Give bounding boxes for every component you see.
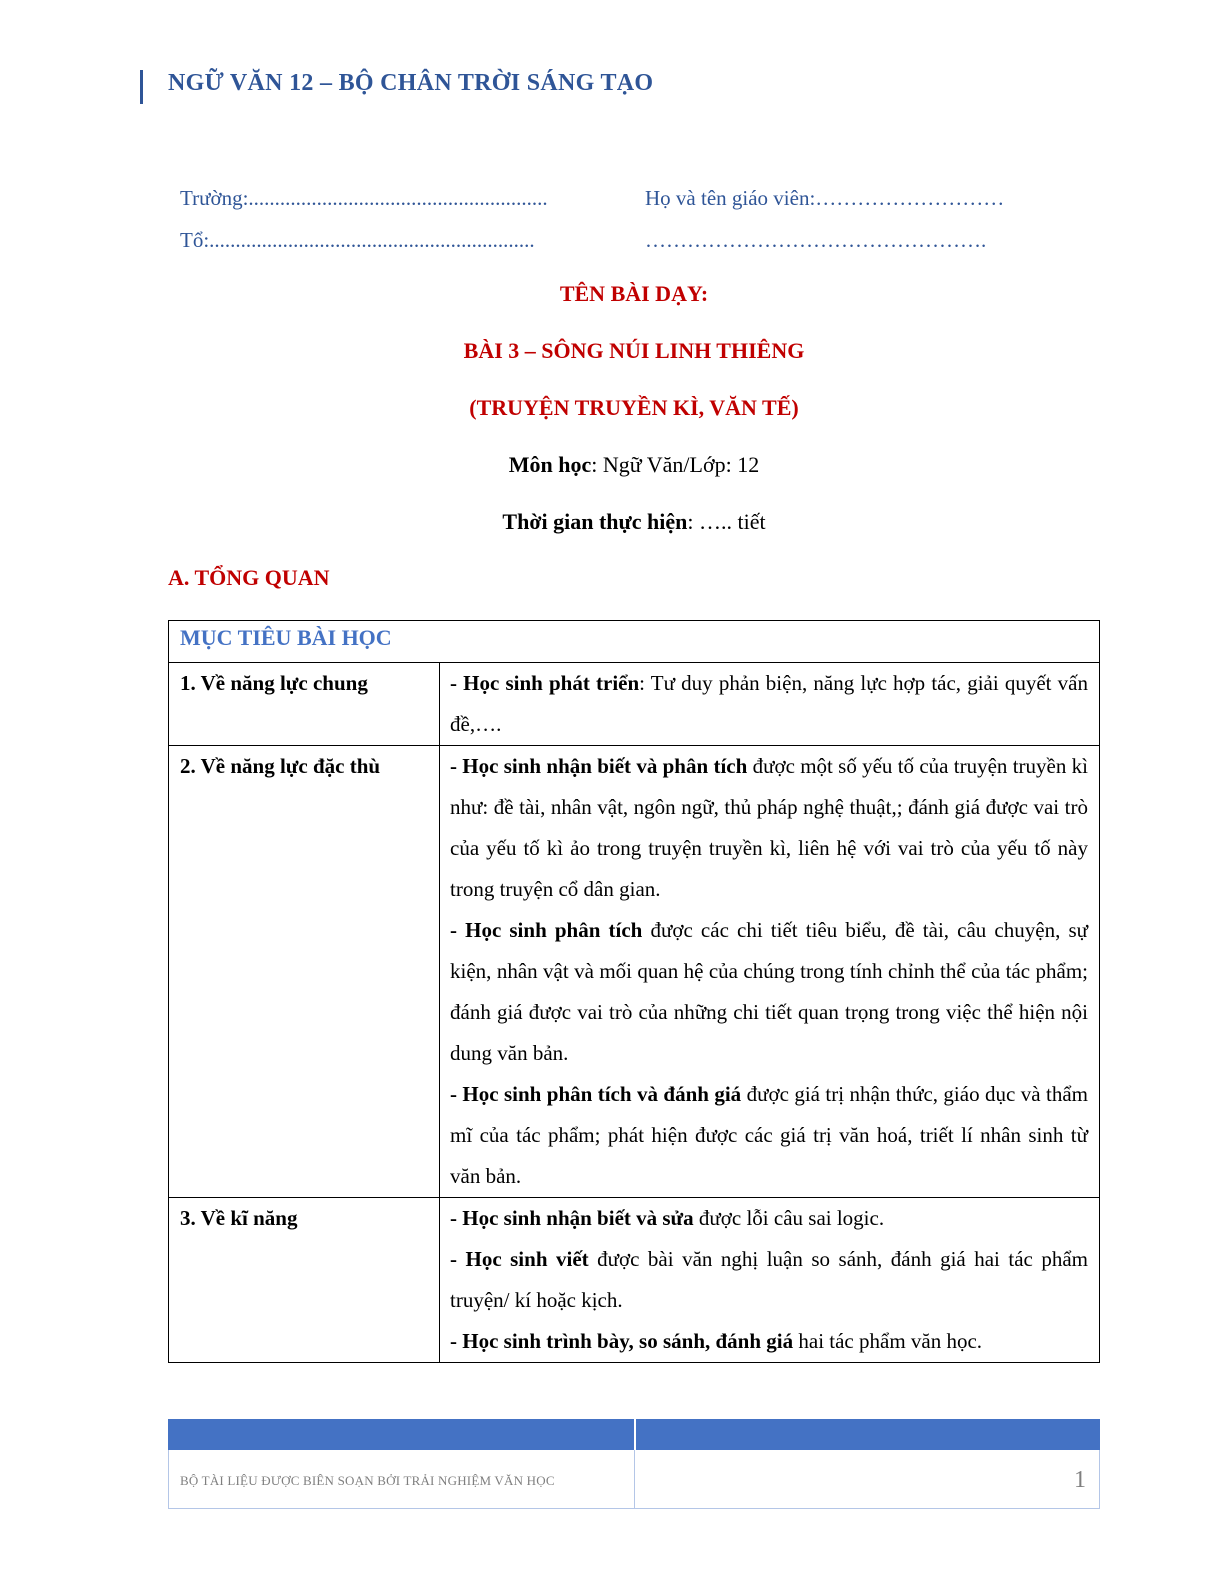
- page-footer: [168, 1419, 1100, 1509]
- row-label: 1. Về năng lực chung: [180, 671, 368, 695]
- goal-paragraph: [450, 1239, 1088, 1321]
- goal-paragraph-lead: - Học sinh nhận biết và sửa: [450, 1206, 694, 1230]
- section-a-heading: A. TỔNG QUAN: [168, 565, 330, 590]
- time-line: [0, 509, 1224, 535]
- footer-divider: [634, 1450, 635, 1509]
- row-label-cell: [169, 663, 440, 746]
- goal-paragraph-text: hai tác phẩm văn học.: [793, 1329, 983, 1353]
- goal-paragraph-text: được giá trị nhận thức, giáo dục và thẩm mĩ của tác phẩm; phát hiện được các giá trị văn hoá, triết lí nhân sinh từ văn bản.: [450, 1082, 1088, 1188]
- lesson-title: BÀI 3 – SÔNG NÚI LINH THIÊNG: [463, 338, 805, 363]
- goal-paragraph-text: được một số yếu tố của truyện truyền kì như: đề tài, nhân vật, ngôn ngữ, thủ pháp nghệ thuật,; đánh giá được vai trò của yếu tố kì ảo trong truyện truyền kì, liên hệ với vai trò của yếu tố này trong truyện cổ dân gian.: [450, 754, 1089, 901]
- goal-paragraph-lead: - Học sinh phân tích và đánh giá: [450, 1082, 742, 1106]
- goals-table-heading: MỤC TIÊU BÀI HỌC: [169, 621, 1100, 663]
- page-number: 1: [1074, 1467, 1086, 1493]
- subject-label: Môn học: [508, 452, 592, 477]
- goal-paragraph-lead: - Học sinh trình bày, so sánh, đánh giá: [450, 1329, 794, 1353]
- table-row: [169, 663, 1100, 746]
- goal-paragraph: [450, 910, 1088, 1074]
- table-row: [169, 1198, 1100, 1363]
- goal-paragraph-text: được lỗi câu sai logic.: [693, 1206, 885, 1230]
- goal-paragraph: [450, 663, 1088, 745]
- goal-paragraph-lead: - Học sinh phân tích: [450, 918, 643, 942]
- goal-paragraph-text: được các chi tiết tiêu biểu, đề tài, câu chuyện, sự kiện, nhân vật và mối quan hệ của chúng trong tính chỉnh thể của tác phẩm; đánh giá được vai trò của những chi tiết quan trọng trong việc thể hiện nội dung văn bản.: [450, 918, 1088, 1065]
- goal-paragraph: [450, 1074, 1088, 1197]
- goal-paragraph-text: : Tư duy phản biện, năng lực hợp tác, giải quyết vấn đề,….: [450, 671, 1089, 736]
- row-label-cell: [169, 1198, 440, 1363]
- goal-paragraph-lead: - Học sinh viết: [450, 1247, 589, 1271]
- row-label-cell: [169, 746, 440, 1198]
- time-label: Thời gian thực hiện: [502, 509, 688, 534]
- goal-paragraph: [450, 1198, 1088, 1239]
- goal-paragraph-lead: - Học sinh nhận biết và phân tích: [450, 754, 748, 778]
- teacher-field-line2: ………………………………………….: [645, 228, 987, 252]
- header-accent-bar: [140, 70, 143, 104]
- lesson-label: TÊN BÀI DẠY:: [559, 281, 709, 306]
- goals-table: [168, 620, 1100, 1363]
- lesson-genre: (TRUYỆN TRUYỀN KÌ, VĂN TẾ): [469, 395, 799, 420]
- row-content-cell: [440, 746, 1100, 1198]
- row-label: 3. Về kĩ năng: [180, 1206, 298, 1230]
- subject-line: [0, 452, 1224, 478]
- teacher-field: Họ và tên giáo viên:………………………: [645, 186, 1005, 210]
- group-field: Tổ:..............................................................: [180, 228, 535, 252]
- header-title: NGỮ VĂN 12 – BỘ CHÂN TRỜI SÁNG TẠO: [168, 70, 654, 96]
- goal-paragraph: [450, 1321, 1088, 1362]
- goal-paragraph: [450, 746, 1088, 910]
- school-field: Trường:.........................................................: [180, 186, 548, 210]
- goal-paragraph-lead: - Học sinh phát triển: [450, 671, 640, 695]
- subject-value: : Ngữ Văn/Lớp: 12: [591, 452, 760, 477]
- row-content-cell: [440, 1198, 1100, 1363]
- table-row: [169, 746, 1100, 1198]
- footer-divider: [634, 1419, 636, 1450]
- row-content-cell: [440, 663, 1100, 746]
- goal-paragraph-text: được bài văn nghị luận so sánh, đánh giá hai tác phẩm truyện/ kí hoặc kịch.: [450, 1247, 1088, 1312]
- time-value: : ….. tiết: [687, 509, 766, 534]
- row-label: 2. Về năng lực đặc thù: [180, 754, 381, 778]
- footer-text: BỘ TÀI LIỆU ĐƯỢC BIÊN SOẠN BỞI TRẢI NGHIỆM VĂN HỌC: [180, 1473, 555, 1488]
